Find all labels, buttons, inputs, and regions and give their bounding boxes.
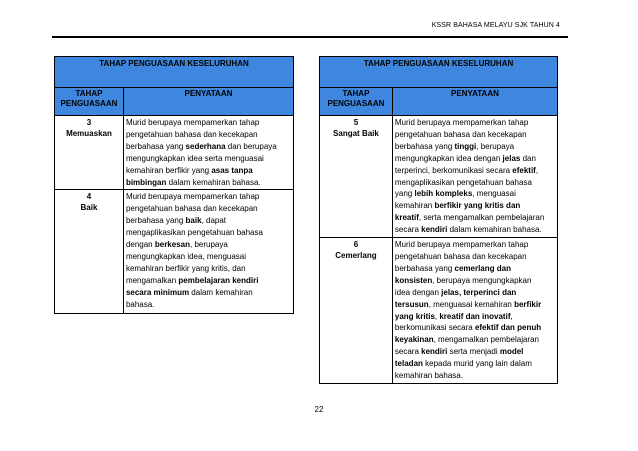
- statement-line: [395, 287, 555, 299]
- text: berbahasa yang: [394, 141, 455, 151]
- statement-line: [395, 224, 555, 236]
- table-title: TAHAP PENGUASAAN KESELURUHAN: [320, 57, 558, 88]
- statement-line: [126, 141, 291, 153]
- table-row: [55, 190, 294, 314]
- text: , mengamalkan pembelajaran: [433, 335, 539, 345]
- bold-text: lebih kompleks: [414, 189, 473, 199]
- text: serta menjadi: [447, 347, 500, 357]
- bold-text: kreatif dan inovatif: [439, 311, 511, 321]
- bold-text: berfikir: [514, 299, 542, 309]
- bold-text: bimbingan: [125, 177, 167, 187]
- statement-line: [395, 200, 555, 212]
- text: dan berupaya: [225, 141, 277, 151]
- statement-line: [395, 141, 555, 153]
- text: ,: [510, 311, 513, 321]
- statement-line: [126, 239, 291, 251]
- text: pengetahuan bahasa dan kecekapan: [394, 129, 527, 139]
- statement-line: [126, 191, 291, 203]
- statement-line: [126, 203, 291, 215]
- text: idea dengan: [394, 287, 442, 297]
- text: Murid berupaya mempamerkan tahap: [125, 192, 260, 202]
- statement-line: [126, 299, 291, 311]
- text: secara: [394, 225, 422, 235]
- column-header-penyataan: PENYATAAN: [123, 88, 293, 116]
- level-cell: 3 Memuaskan: [55, 116, 124, 190]
- statement-line: [126, 117, 291, 129]
- statement-line: [126, 275, 291, 287]
- text: , menguasai: [472, 189, 516, 199]
- statement-line: [395, 117, 555, 129]
- bold-text: tinggi: [454, 141, 477, 151]
- bold-text: cemerlang dan: [454, 263, 511, 273]
- statement-line: [395, 251, 555, 263]
- statement-line: [395, 275, 555, 287]
- text: , menguasai kemahiran: [428, 299, 515, 309]
- statement-line: [395, 239, 555, 251]
- text: pengetahuan bahasa dan kecekapan: [394, 251, 527, 261]
- text: Murid berupaya mempamerkan tahap: [394, 118, 529, 127]
- text: kemahiran bahasa.: [394, 371, 463, 381]
- text: berbahasa yang: [125, 141, 186, 151]
- text: mengaplikasikan pengetahuan bahasa: [125, 228, 263, 238]
- text: dalam kemahiran: [189, 287, 253, 297]
- bold-text: konsisten: [394, 275, 433, 285]
- text: berkomunikasi secara: [394, 323, 475, 333]
- statement-line: [126, 129, 291, 141]
- statement-line: [126, 263, 291, 275]
- bold-text: efektif: [512, 165, 536, 175]
- statement-line: [126, 153, 291, 165]
- statement-line: [126, 215, 291, 227]
- text: secara: [394, 347, 422, 357]
- statement-line: [395, 322, 555, 334]
- table-row: [320, 116, 558, 238]
- statement-line: [395, 370, 555, 382]
- text: dalam kemahiran bahasa.: [447, 225, 542, 235]
- text: mengungkapkan idea dengan: [394, 153, 503, 163]
- text: mengungkapkan idea serta menguasai: [125, 153, 264, 163]
- text: kemahiran: [394, 201, 435, 211]
- bold-text: kendiri: [421, 347, 448, 357]
- text: bahasa.: [125, 299, 155, 309]
- bold-text: yang kritis: [394, 311, 435, 321]
- statement-line: [395, 311, 555, 323]
- text: terperinci, berkomunikasi secara: [394, 165, 513, 175]
- text: berbahasa yang: [394, 263, 455, 273]
- page-number: 22: [314, 405, 324, 414]
- statement-line: [395, 177, 555, 189]
- bold-text: model: [499, 347, 524, 357]
- text: , berupaya mengungkapkan: [432, 275, 532, 285]
- text: mengaplikasikan pengetahuan bahasa: [394, 177, 532, 187]
- bold-text: berfikir yang kritis dan: [434, 201, 521, 211]
- left-table: [54, 56, 294, 314]
- level-cell: 4 Baik: [55, 190, 124, 314]
- text: kemahiran berfikir yang kritis, dan: [125, 263, 246, 273]
- statement-line: [395, 212, 555, 224]
- bold-text: jelas: [502, 153, 521, 163]
- statement-line: [395, 358, 555, 370]
- statement-line: [395, 334, 555, 346]
- text: dalam kemahiran bahasa.: [166, 177, 261, 187]
- text: , berupaya: [476, 141, 515, 151]
- text: kepada murid yang lain dalam: [422, 359, 532, 369]
- column-header-tahap: TAHAP PENGUASAAN: [55, 88, 124, 116]
- statement-line: [395, 188, 555, 200]
- statement-line: [395, 299, 555, 311]
- level-cell: 6 Cemerlang: [320, 238, 393, 384]
- statement-line: [395, 346, 555, 358]
- bold-text: baik: [185, 216, 202, 226]
- text: , dapat: [201, 216, 227, 226]
- bold-text: tersusun: [394, 299, 429, 309]
- table-row: [55, 116, 294, 190]
- running-header: KSSR BAHASA MELAYU SJK TAHUN 4: [431, 22, 560, 29]
- statement-line: [395, 263, 555, 275]
- text: yang: [394, 189, 415, 199]
- header-rule: [52, 36, 568, 38]
- statement-cell: [392, 116, 557, 238]
- text: ,: [535, 165, 539, 175]
- statement-line: [126, 227, 291, 239]
- text: dan: [520, 153, 536, 163]
- text: mengungkapkan idea, menguasai: [125, 251, 247, 261]
- right-table: [319, 56, 558, 384]
- statement-cell: [123, 116, 293, 190]
- statement-line: [126, 165, 291, 177]
- bold-text: keyakinan: [394, 335, 434, 345]
- text: kemahiran berfikir yang: [125, 165, 212, 175]
- bold-text: secara minimum: [125, 287, 190, 297]
- text: dengan: [125, 240, 155, 250]
- bold-text: sederhana: [185, 141, 226, 151]
- statement-cell: [123, 190, 293, 314]
- bold-text: teladan: [394, 359, 423, 369]
- bold-text: berkesan: [154, 240, 190, 250]
- statement-line: [395, 165, 555, 177]
- column-header-penyataan: PENYATAAN: [392, 88, 557, 116]
- bold-text: efektif dan penuh: [474, 323, 542, 333]
- text: Murid berupaya mempamerkan tahap: [394, 240, 529, 250]
- statement-line: [126, 177, 291, 189]
- text: pengetahuan bahasa dan kecekapan: [125, 129, 258, 139]
- statement-line: [126, 251, 291, 263]
- text: pengetahuan bahasa dan kecekapan: [125, 204, 258, 214]
- table-row: [320, 238, 558, 384]
- text: berbahasa yang: [125, 216, 186, 226]
- statement-line: [126, 287, 291, 299]
- statement-line: [395, 153, 555, 165]
- bold-text: kendiri: [421, 225, 448, 235]
- text: mengamalkan: [125, 275, 179, 285]
- column-header-tahap: TAHAP PENGUASAAN: [320, 88, 393, 116]
- text: ,: [434, 311, 440, 321]
- bold-text: jelas, terperinci dan: [441, 287, 517, 297]
- text: , serta mengamalkan pembelajaran: [418, 213, 545, 223]
- text: , berupaya: [190, 240, 228, 250]
- bold-text: asas tanpa: [211, 165, 253, 175]
- text: Murid berupaya mempamerkan tahap: [125, 118, 260, 127]
- bold-text: pembelajaran kendiri: [178, 275, 259, 285]
- statement-line: [395, 129, 555, 141]
- statement-cell: [392, 238, 557, 384]
- table-title: TAHAP PENGUASAAN KESELURUHAN: [55, 57, 294, 88]
- bold-text: kreatif: [394, 213, 419, 223]
- level-cell: 5 Sangat Baik: [320, 116, 393, 238]
